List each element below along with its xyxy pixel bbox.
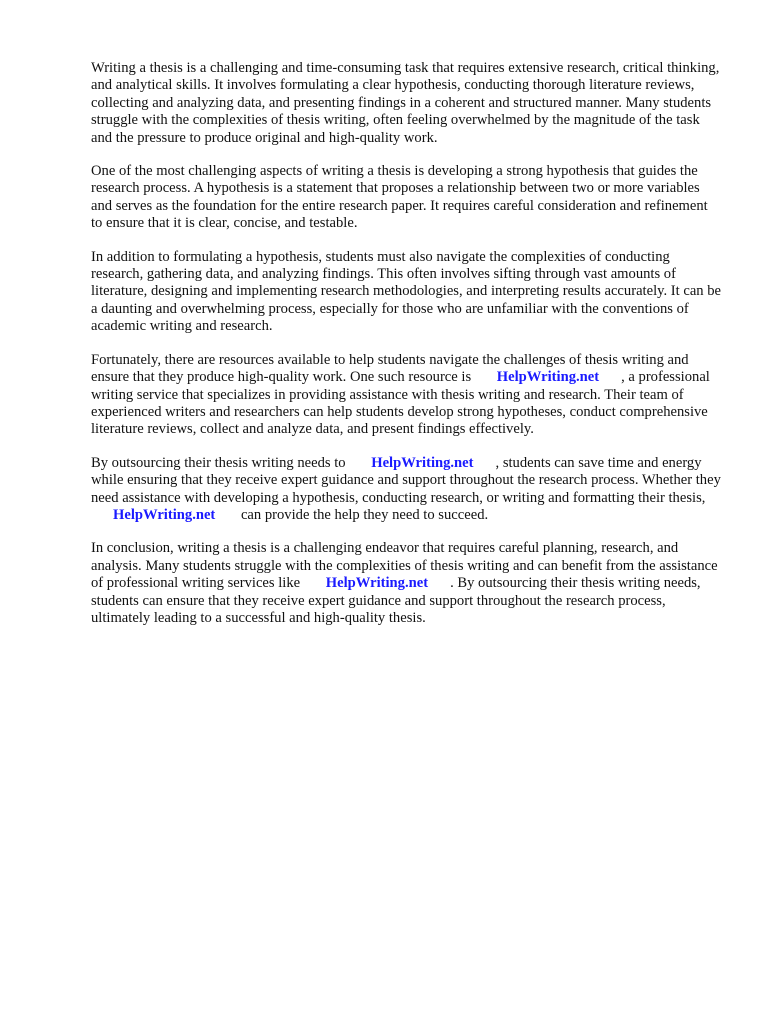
- paragraph-text: In addition to formulating a hypothesis, students must also navigate the complexities of conducting research, gathering data, and analyzing findings. This often involves sifting through vast amounts of literature, designing and implementing research methodologies, and interpreting results accurately. It can be a daunting and overwhelming process, especially for those who are unfamiliar with the conventions of academic writing and research.: [91, 248, 722, 335]
- helpwriting-link[interactable]: HelpWriting.net: [325, 575, 429, 592]
- paragraph-text: Fortunately, there are resources available to help students navigate the challenges of thesis writing and ensure that they produce high-quality work. One such resource is: [91, 351, 689, 386]
- document-page: [91, 60, 721, 643]
- paragraph-text: One of the most challenging aspects of writing a thesis is developing a strong hypothesis that guides the research process. A hypothesis is a statement that proposes a relationship between two or more variables and serves as the foundation for the entire research paper. It requires careful consideration and refinement to ensure that it is clear, concise, and testable.: [91, 163, 708, 232]
- helpwriting-link[interactable]: HelpWriting.net: [371, 454, 474, 471]
- helpwriting-link[interactable]: HelpWriting.net: [113, 506, 216, 523]
- paragraph-research: [91, 249, 721, 336]
- paragraph-hypothesis: [91, 163, 721, 233]
- paragraph-conclusion: [91, 540, 721, 627]
- paragraph-text: can provide the help they need to succeed.: [240, 506, 489, 523]
- paragraph-intro: [91, 60, 721, 147]
- paragraph-text: By outsourcing their thesis writing needs to: [91, 454, 346, 471]
- paragraph-text: , a professional writing service that specializes in providing assistance with thesis writing and research. Their team of experienced writers and researchers can help students develop strong hypotheses, conduct comprehensive literature reviews, collect and analyze data, and present findings effectively.: [91, 369, 710, 438]
- paragraph-text: In conclusion, writing a thesis is a challenging endeavor that requires careful planning, research, and analysis. Many students struggle with the complexities of thesis writing and can benefit from the assistance of professional writing services like: [91, 540, 718, 592]
- paragraph-resources: [91, 352, 721, 439]
- paragraph-text: Writing a thesis is a challenging and time-consuming task that requires extensive research, critical thinking, and analytical skills. It involves formulating a clear hypothesis, conducting thorough literature reviews, collecting and analyzing data, and presenting findings in a coherent and structured manner. Many students struggle with the complexities of thesis writing, often feeling overwhelmed by the magnitude of the task and the pressure to produce original and high-quality work.: [91, 60, 720, 146]
- paragraph-text: , students can save time and energy while ensuring that they receive expert guidance and support throughout the research process. Whether they need assistance with developing a hypothesis, conducting research, or writing and formatting their thesis,: [91, 454, 721, 506]
- helpwriting-link[interactable]: HelpWriting.net: [496, 369, 600, 386]
- paragraph-text: . By outsourcing their thesis writing needs, students can ensure that they receive expert guidance and support throughout the research process, ultimately leading to a successful and high-quality thesis.: [91, 575, 701, 626]
- paragraph-outsourcing: [91, 455, 721, 525]
